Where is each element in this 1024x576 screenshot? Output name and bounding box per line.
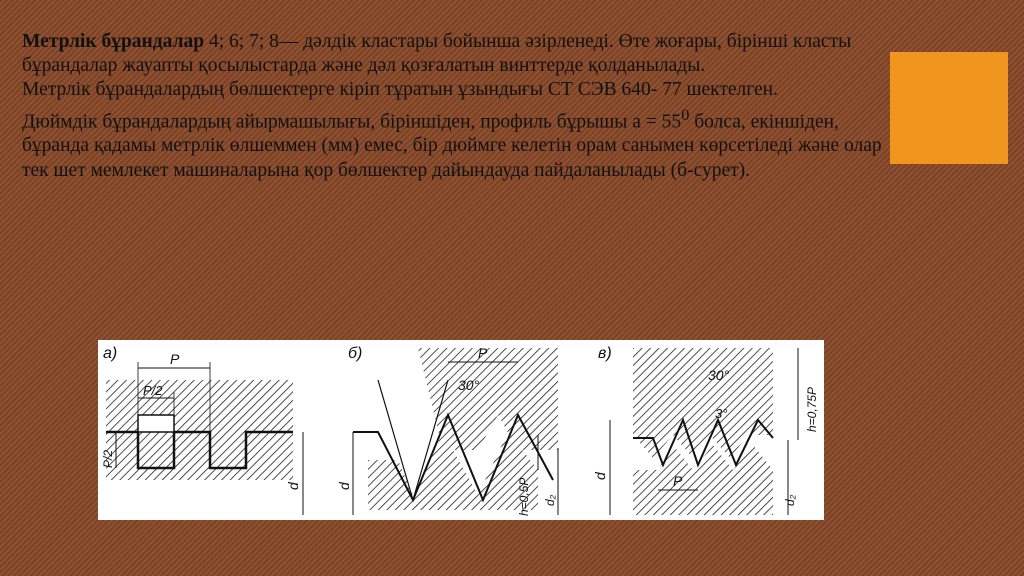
paragraph-3-text-b: болса, екіншіден, бұранда қадамы метрлік өлшеммен (мм) емес, бір дюймге келетін орам санымен көрсетіледі және олар тек шет мемлекет машиналарына қор бөлшектер дайындауда пайдаланылады (б-сурет).	[22, 111, 882, 181]
paragraph-1-bold: Метрлік бұрандалар	[22, 31, 205, 52]
accent-box	[890, 52, 1008, 164]
panel-a	[101, 345, 303, 515]
panel-b-tag: б)	[348, 345, 363, 362]
panel-a-phalf-vertical-label: P/2	[101, 449, 115, 468]
panel-b-d-label: d	[336, 482, 352, 490]
slide-text-block	[22, 30, 892, 183]
panel-c-angle1-label: 30°	[708, 367, 730, 383]
panel-b-angle-label: 30°	[458, 377, 480, 393]
panel-c-d2-label: d₂	[783, 494, 797, 506]
panel-a-p-label: P	[170, 351, 180, 367]
panel-c	[592, 345, 819, 515]
degree-superscript: 0	[681, 105, 690, 124]
panel-a-tag: а)	[103, 345, 118, 362]
panel-c-tag: в)	[598, 345, 612, 362]
panel-b-p-label: P	[478, 345, 488, 361]
panel-c-p-label: P	[673, 473, 683, 489]
panel-c-angle2-label: 3°	[715, 406, 728, 421]
paragraph-1-text: 4; 6; 7; 8— дәлдік кластары бойынша әзірленеді. Өте жоғары, бірінші класты бұрандалар жауапты қосылыстарда және дәл қозғалатын винттерде қолданылады.	[22, 31, 852, 77]
panel-b	[336, 345, 558, 516]
panel-a-phalf-label: P/2	[143, 383, 163, 398]
panel-c-d-label: d	[592, 472, 608, 480]
paragraph-3-text-a: Дюймдік бұрандалардың айырмашылығы, біріншіден, профиль бұрышы а = 55	[22, 111, 682, 133]
panel-b-d2-label: d₂	[543, 494, 557, 506]
paragraph-3	[22, 103, 892, 183]
panel-a-d-label: d	[285, 482, 301, 490]
thread-profiles-svg	[98, 340, 824, 520]
panel-b-h-label: h=0,5P	[517, 477, 531, 516]
thread-profiles-figure	[98, 340, 824, 520]
paragraph-1	[22, 30, 892, 78]
panel-c-h-label: h=0,75P	[805, 386, 819, 432]
paragraph-2: Метрлік бұрандалардың бөлшектерге кіріп тұратын ұзындығы СТ СЭВ 640- 77 шектелген.	[22, 79, 778, 101]
